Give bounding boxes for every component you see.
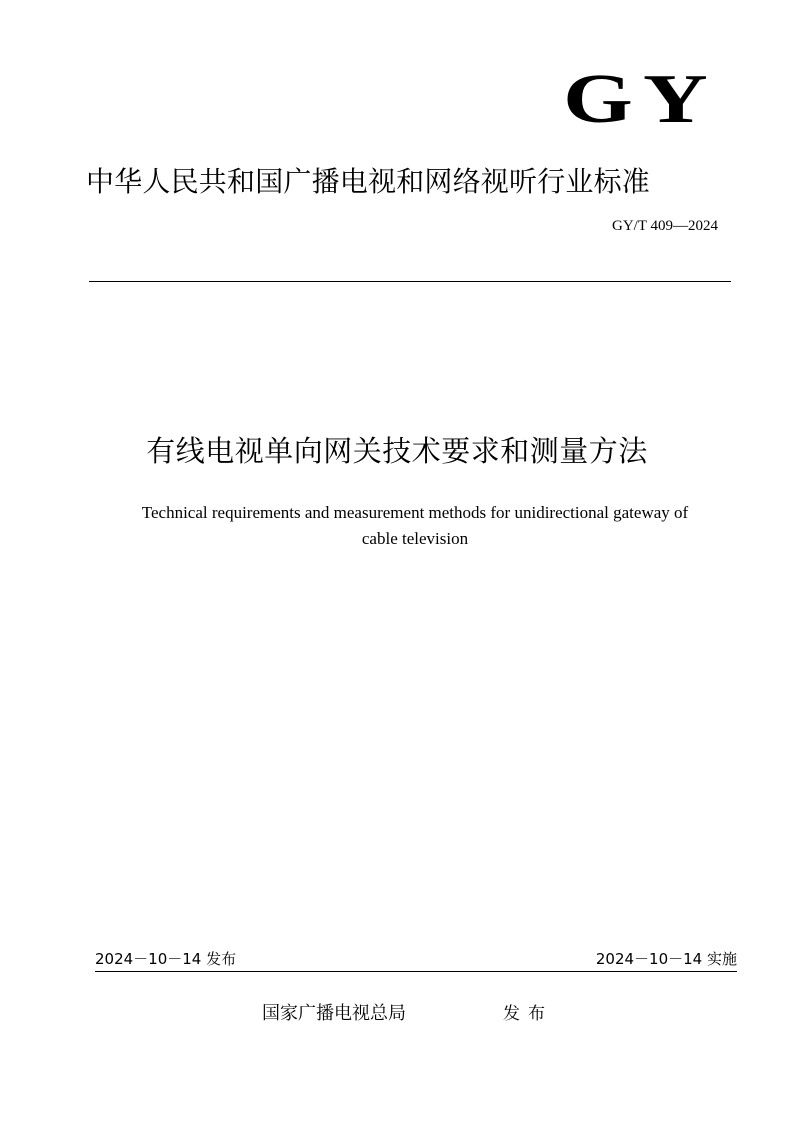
publisher-name: 国家广播电视总局 (262, 1003, 406, 1024)
publish-label: 发布 (503, 1004, 553, 1024)
gy-logo: GY (563, 61, 718, 138)
document-title-chinese: 有线电视单向网关技术要求和测量方法 (146, 434, 648, 468)
top-divider (89, 281, 731, 282)
date-row (95, 948, 737, 970)
english-title-line-2: cable television (361, 529, 469, 548)
english-title-line-1: Technical requirements and measurement methods for unidirectional gateway of (141, 503, 689, 522)
standard-code: GY/T 409—2024 (612, 218, 718, 234)
implementation-date: 2024－10－14 实施 (595, 950, 737, 968)
standard-category-title: 中华人民共和国广播电视和网络视听行业标准 (86, 165, 651, 198)
release-date: 2024－10－14 发布 (95, 950, 237, 968)
document-title-english (97, 500, 733, 552)
bottom-divider (95, 971, 737, 972)
